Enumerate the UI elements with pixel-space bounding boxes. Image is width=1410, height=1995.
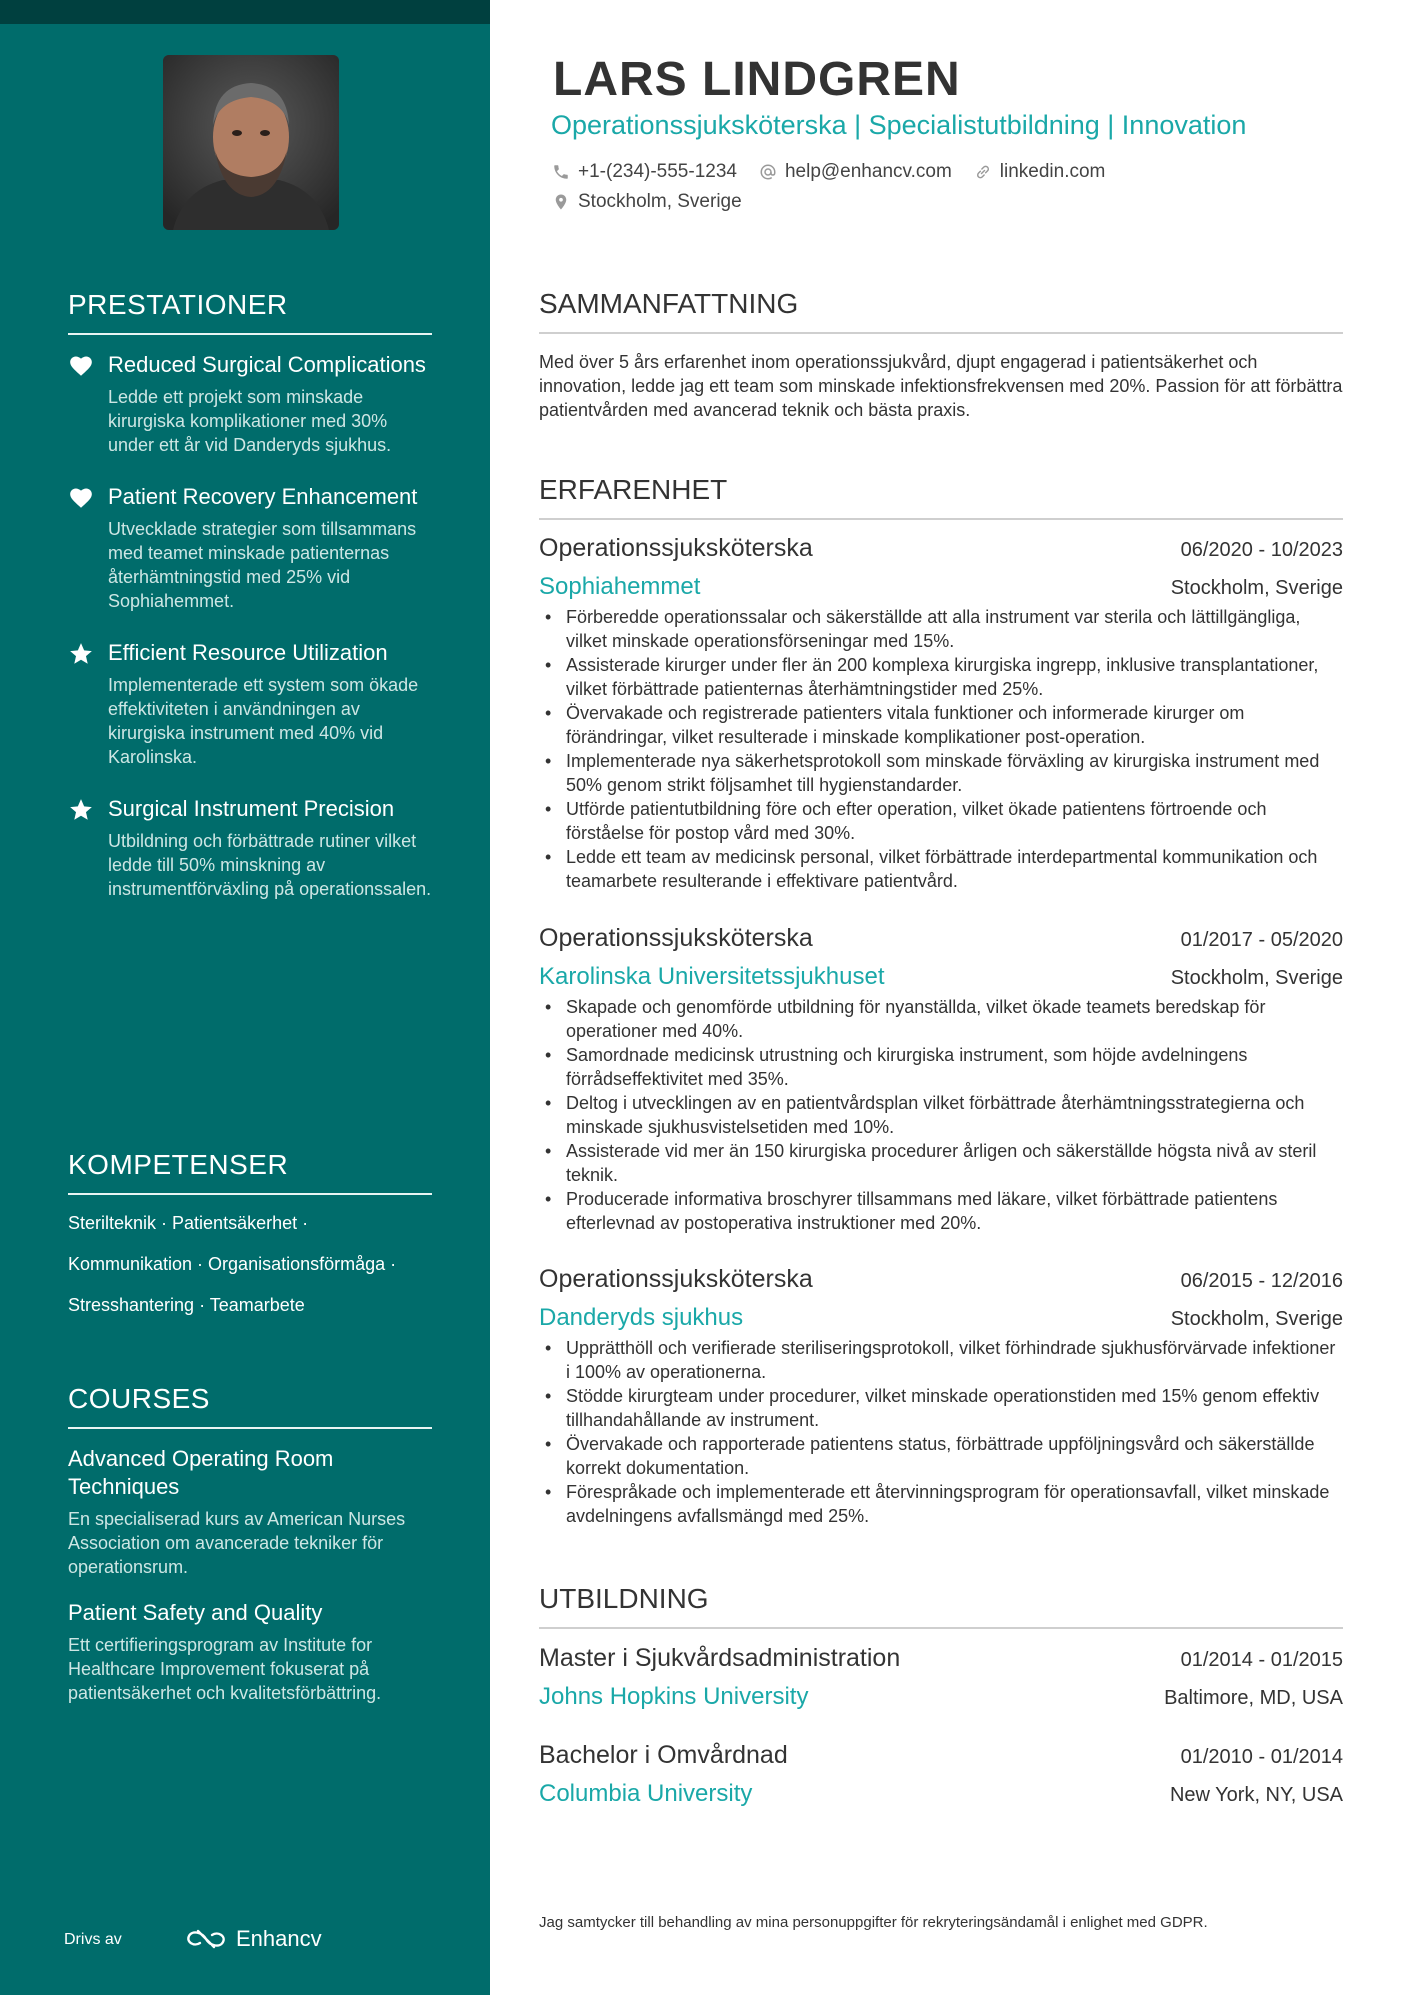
achievement-title: Efficient Resource Utilization [108,640,388,665]
job-bullet: • Övervakade och registrerade patienters vitala funktioner och informerade kirurger om förändringar, vilket resulterade i minskade komplikationer post-operation. [539,701,1343,749]
star-icon [68,641,94,667]
job-title: Operationssjuksköterska [539,1265,813,1293]
achievement-title: Surgical Instrument Precision [108,796,395,821]
job-entry [539,1265,1343,1528]
achievement-title: Reduced Surgical Complications [108,352,426,377]
education-location: New York, NY, USA [1169,1784,1343,1806]
email-text: help@enhancv.com [784,161,952,182]
job-bullets [539,605,1343,893]
job-bullet: • Förberedde operationssalar och säkerställde att alla instrument var sterila och lättillgängliga, vilket minskade operationsförseningar med 15%. [539,605,1343,653]
job-bullet: • Stödde kirurgteam under procedurer, vilket minskade operationstiden med 15% genom effektiv tillhandahållande av instrument. [539,1384,1343,1432]
profile-photo [163,55,339,230]
course-title: Advanced Operating Room Techniques [68,1446,334,1499]
courses-section [68,1383,432,1725]
course-desc: En specialiserad kurs av American Nurses Association om avancerade tekniker för operationsrum. [68,1509,406,1577]
star-icon [68,797,94,823]
experience-title: ERFARENHET [539,474,1343,520]
job-bullet: • Assisterade vid mer än 150 kirurgiska procedurer årligen och säkerställde högsta nivå av steril teknik. [539,1139,1343,1187]
education-date: 01/2010 - 01/2014 [1180,1746,1343,1768]
enhancv-logo-icon [184,1927,228,1951]
job-company: Danderyds sjukhus [539,1304,744,1331]
summary-text: Med över 5 års erfarenhet inom operationssjukvård, djupt engagerad i patientsäkerhet och innovation, ledde jag ett team som minskade infektionsfrekvensen med 20%. Passion för att förbättra patientvården med avancerad teknik och bästa praxis. [539,352,1343,420]
education-entry [539,1741,1343,1808]
job-bullet: • Förespråkade och implementerade ett återvinningsprogram för operationsavfall, vilket minskade avdelningens avfallsmängd med 25%. [539,1480,1343,1528]
job-location: Stockholm, Sverige [1170,967,1343,989]
job-bullet: • Deltog i utvecklingen av en patientvårdsplan vilket förbättrade återhämtningsstrategierna och minskade sjukhusvistelsetiden med 10%. [539,1091,1343,1139]
job-date: 06/2015 - 12/2016 [1180,1270,1343,1292]
heart-icon [68,353,94,379]
linkedin-text: linkedin.com [999,161,1106,182]
sidebar-top-bar [0,0,490,24]
achievement-item [68,483,432,613]
contact-location [552,191,742,213]
skills-title: KOMPETENSER [68,1149,432,1195]
job-location: Stockholm, Sverige [1170,577,1343,599]
summary-title: SAMMANFATTNING [539,288,1343,334]
contact-email[interactable] [759,161,952,183]
achievement-desc: Utvecklade strategier som tillsammans med teamet minskade patienternas återhämtningstid med 25% vid Sophiahemmet. [108,519,417,611]
enhancv-logo[interactable] [184,1926,322,1952]
achievement-item [68,795,432,901]
achievement-title: Patient Recovery Enhancement [108,484,418,509]
course-item [68,1445,432,1579]
contact-row-location [552,191,742,213]
link-icon [974,163,992,181]
job-date: 01/2017 - 05/2020 [1180,929,1343,951]
education-degree: Master i Sjukvårdsadministration [539,1644,901,1672]
achievement-item [68,639,432,769]
course-title: Patient Safety and Quality [68,1600,323,1625]
job-entry [539,534,1343,893]
enhancv-brand-text: Enhancv [236,1926,322,1951]
course-desc: Ett certifieringsprogram av Institute for Healthcare Improvement fokuserat på patientsäkerhet och kvalitetsförbättring. [68,1635,382,1703]
education-degree: Bachelor i Omvårdnad [539,1741,788,1769]
education-entry [539,1644,1343,1711]
phone-icon [552,163,570,181]
skills-line: Stresshantering · Teamarbete [68,1295,305,1315]
job-bullet: • Samordnade medicinsk utrustning och kirurgiska instrument, som höjde avdelningens förrådseffektivitet med 35%. [539,1043,1343,1091]
job-bullet: • Ledde ett team av medicinsk personal, vilket förbättrade interdepartmental kommunikation och teamarbete resulterande i effektivare patientvård. [539,845,1343,893]
achievement-item [68,351,432,457]
job-title: Operationssjuksköterska [539,924,813,952]
candidate-name: LARS LINDGREN [553,53,961,106]
powered-by-label: Drivs av [64,1931,122,1948]
sidebar [0,0,490,1995]
heart-icon [68,485,94,511]
candidate-subtitle: Operationssjuksköterska | Specialistutbildning | Innovation [551,110,1247,140]
education-school: Columbia University [539,1780,753,1807]
achievements-section [68,289,432,927]
contact-linkedin[interactable] [974,161,1106,183]
job-bullet: • Utförde patientutbildning före och efter operation, vilket ökade patientens förtroende och förståelse för postop vård med 30%. [539,797,1343,845]
courses-title: COURSES [68,1383,432,1429]
phone-text: +1-(234)-555-1234 [578,161,737,182]
education-location: Baltimore, MD, USA [1164,1687,1343,1709]
contact-phone[interactable] [552,161,737,183]
job-bullet: • Producerade informativa broschyrer tillsammans med läkare, vilket förbättrade patientens efterlevnad av postoperativa instruktioner med 20%. [539,1187,1343,1235]
job-location: Stockholm, Sverige [1170,1308,1343,1330]
job-bullet: • Skapade och genomförde utbildning för nyanställda, vilket ökade teamets beredskap för operationer med 40%. [539,995,1343,1043]
job-title: Operationssjuksköterska [539,534,813,562]
job-date: 06/2020 - 10/2023 [1180,539,1343,561]
gdpr-consent: Jag samtycker till behandling av mina personuppgifter för rekryteringsändamål i enlighet med GDPR. [539,1914,1208,1931]
job-bullet: • Implementerade nya säkerhetsprotokoll som minskade förväxling av kirurgiska instrument med 50% genom strikt följsamhet till hygienstandarder. [539,749,1343,797]
job-bullets [539,1336,1343,1528]
skills-section [68,1149,432,1334]
job-bullet: • Assisterade kirurger under fler än 200 komplexa kirurgiska ingrepp, inklusive transplantationer, vilket förbättrade patienternas återhämtningstider med 25%. [539,653,1343,701]
achievements-title: PRESTATIONER [68,289,432,335]
education-school: Johns Hopkins University [539,1683,809,1710]
skills-line: Kommunikation · Organisationsförmåga · [68,1254,397,1274]
job-bullets [539,995,1343,1235]
course-item [68,1599,432,1705]
achievement-desc: Utbildning och förbättrade rutiner vilket ledde till 50% minskning av instrumentförväxling på operationssalen. [108,831,432,899]
achievement-desc: Ledde ett projekt som minskade kirurgiska komplikationer med 30% under ett år vid Danderyds sjukhus. [108,387,392,455]
job-entry [539,924,1343,1235]
location-text: Stockholm, Sverige [578,191,742,212]
job-company: Sophiahemmet [539,573,701,600]
job-bullet: • Upprätthöll och verifierade steriliseringsprotokoll, vilket förhindrade sjukhusförvärvade infektioner i 100% av operationerna. [539,1336,1343,1384]
education-date: 01/2014 - 01/2015 [1180,1649,1343,1671]
education-title: UTBILDNING [539,1583,1343,1629]
location-pin-icon [552,193,570,211]
profile-photo-image [163,55,339,230]
job-company: Karolinska Universitetssjukhuset [539,963,885,990]
at-icon [759,163,777,181]
job-bullet: • Övervakade och rapporterade patientens status, förbättrade uppföljningsvård och säkerställde korrekt dokumentation. [539,1432,1343,1480]
achievement-desc: Implementerade ett system som ökade effektiviteten i användningen av kirurgiska instrument med 40% vid Karolinska. [108,675,419,767]
contact-row [552,161,1105,183]
skills-line: Sterilteknik · Patientsäkerhet · [68,1213,309,1233]
